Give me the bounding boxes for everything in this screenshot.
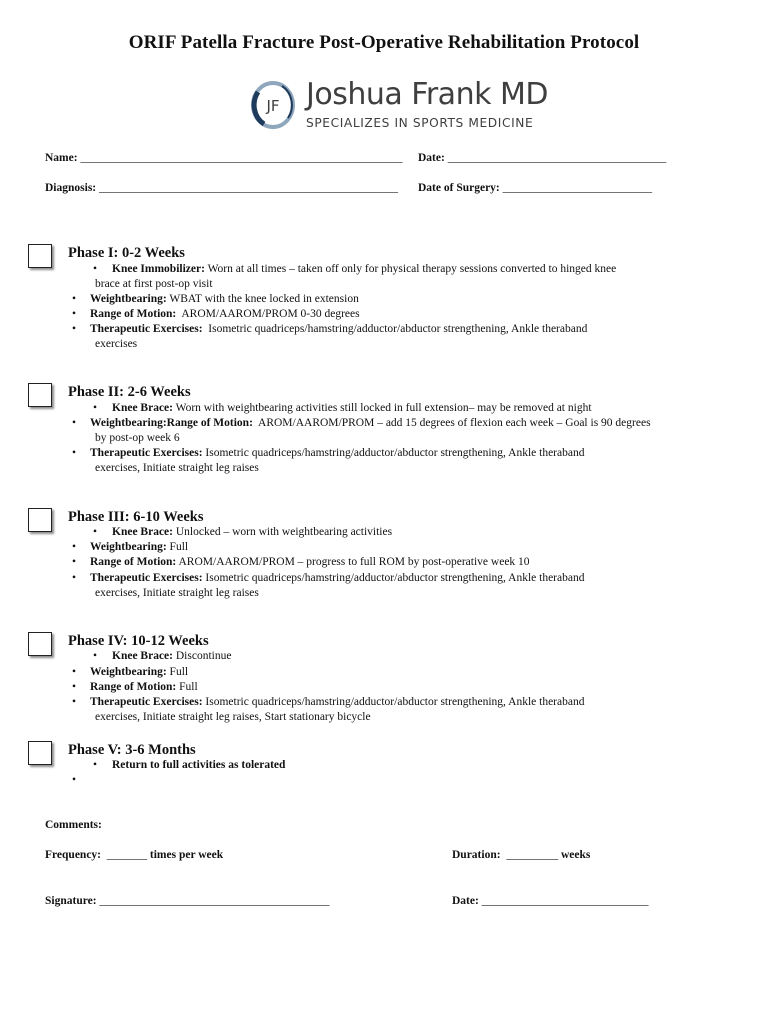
phase-item xyxy=(90,416,651,431)
phase-title: Phase I: 0-2 Weeks xyxy=(68,245,185,261)
phase-item xyxy=(90,322,587,337)
diagnosis-label: Diagnosis: xyxy=(45,182,97,194)
phase-item xyxy=(90,680,198,695)
bullet-icon: • xyxy=(72,447,77,459)
bullet-icon: • xyxy=(72,681,77,693)
phase-item-continuation: brace at first post-op visit xyxy=(95,278,213,290)
phase-item-continuation: exercises, Initiate straight leg raises, Start stationary bicycle xyxy=(95,711,371,723)
logo-tagline: SPECIALIZES IN SPORTS MEDICINE xyxy=(306,116,534,130)
duration-unit: weeks xyxy=(560,849,591,861)
phase-item-text: AROM/AAROM/PROM – progress to full ROM by post-operative week 10 xyxy=(176,556,530,568)
phase-checkbox[interactable] xyxy=(28,508,52,532)
name-line: ________________________________________________________ xyxy=(80,152,403,164)
phase-checkbox[interactable] xyxy=(28,741,52,765)
bullet-icon: • xyxy=(72,774,77,786)
frequency-line: _______ xyxy=(106,849,148,861)
bullet-icon: • xyxy=(93,402,98,414)
phase-item-label: Weightbearing: xyxy=(90,541,167,553)
bullet-icon: • xyxy=(72,308,77,320)
name-field[interactable] xyxy=(45,152,402,164)
phase-item xyxy=(90,292,359,307)
signature-line: ________________________________________ xyxy=(99,895,330,907)
bullet-icon: • xyxy=(93,650,98,662)
practice-logo xyxy=(250,77,560,135)
phase-item-label: Therapeutic Exercises: xyxy=(90,696,203,708)
svg-text:JF: JF xyxy=(266,97,280,115)
phase-item-label: Knee Brace: xyxy=(112,526,173,538)
phase-item xyxy=(90,446,584,461)
phase-item xyxy=(112,262,616,277)
document-title: ORIF Patella Fracture Post-Operative Rehabilitation Protocol xyxy=(128,32,640,53)
phase-title: Phase IV: 10-12 Weeks xyxy=(68,633,209,649)
phase-item xyxy=(90,571,584,586)
phase-item-label: Range of Motion: xyxy=(90,681,177,693)
jf-monogram-icon xyxy=(250,80,296,130)
phase-item-label: Weightbearing: xyxy=(90,666,167,678)
bullet-icon: • xyxy=(72,572,77,584)
phase-item-continuation: by post-op week 6 xyxy=(95,432,180,444)
phase-item-label: Range of Motion: xyxy=(90,308,177,320)
diagnosis-line: ____________________________________________________ xyxy=(99,182,398,194)
surgery-date-field[interactable] xyxy=(418,182,652,194)
phase-item-label: Therapeutic Exercises: xyxy=(90,572,203,584)
phase-item-text: Isometric quadriceps/hamstring/adductor/abductor strengthening, Ankle theraband xyxy=(202,447,585,459)
phase-item xyxy=(90,307,360,322)
phase-title: Phase II: 2-6 Weeks xyxy=(68,384,191,400)
bullet-icon: • xyxy=(72,323,77,335)
date-field[interactable] xyxy=(418,152,666,164)
phase-item-label: Return to full activities as tolerated xyxy=(112,759,286,771)
phase-item xyxy=(112,758,285,773)
phase-checkbox[interactable] xyxy=(28,632,52,656)
bullet-icon: • xyxy=(93,263,98,275)
frequency-label: Frequency: xyxy=(45,849,102,861)
phase-item-text: AROM/AAROM/PROM – add 15 degrees of flexion each week – Goal is 90 degrees xyxy=(252,417,651,429)
phase-item xyxy=(90,665,188,680)
phase-title: Phase III: 6-10 Weeks xyxy=(68,509,204,525)
phase-item xyxy=(112,401,592,416)
duration-field[interactable] xyxy=(452,849,590,861)
phase-item-continuation: exercises, Initiate straight leg raises xyxy=(95,462,259,474)
signature-label: Signature: xyxy=(45,895,97,907)
logo-name: Joshua Frank MD xyxy=(306,77,548,112)
footer-date-line: _____________________________ xyxy=(481,895,649,907)
duration-line: _________ xyxy=(506,849,559,861)
phase-item-continuation: exercises xyxy=(95,338,138,350)
phase-item-text: Full xyxy=(176,681,198,693)
signature-field[interactable] xyxy=(45,895,329,907)
phase-item-text: Worn with weightbearing activities still locked in full extension– may be removed at night xyxy=(173,402,592,414)
bullet-icon: • xyxy=(93,526,98,538)
phase-item-label: Weightbearing: xyxy=(90,293,167,305)
phase-item-text: AROM/AAROM/PROM 0-30 degrees xyxy=(176,308,360,320)
surgery-date-line: __________________________ xyxy=(502,182,653,194)
bullet-icon: • xyxy=(72,556,77,568)
phase-item-text: Unlocked – worn with weightbearing activities xyxy=(173,526,393,538)
phase-item-text: Isometric quadriceps/hamstring/adductor/abductor strengthening, Ankle theraband xyxy=(202,323,588,335)
phase-item-label: Knee Immobilizer: xyxy=(112,263,205,275)
bullet-icon: • xyxy=(72,541,77,553)
date-label: Date: xyxy=(418,152,445,164)
comments-label: Comments: xyxy=(45,819,102,831)
footer-date-field[interactable] xyxy=(452,895,648,907)
surgery-date-label: Date of Surgery: xyxy=(418,182,500,194)
phase-item-label: Therapeutic Exercises: xyxy=(90,447,203,459)
frequency-field[interactable] xyxy=(45,849,223,861)
date-line: ______________________________________ xyxy=(447,152,667,164)
phase-item-label: Knee Brace: xyxy=(112,650,173,662)
bullet-icon: • xyxy=(72,293,77,305)
phase-item xyxy=(90,695,584,710)
phase-item-text: Discontinue xyxy=(173,650,232,662)
phase-item-text: Full xyxy=(166,666,189,678)
phase-item-label: Weightbearing:Range of Motion: xyxy=(90,417,253,429)
frequency-unit: times per week xyxy=(149,849,224,861)
phase-checkbox[interactable] xyxy=(28,383,52,407)
phase-item-text: Isometric quadriceps/hamstring/adductor/abductor strengthening, Ankle theraband xyxy=(202,572,585,584)
phase-checkbox[interactable] xyxy=(28,244,52,268)
phase-item-label: Knee Brace: xyxy=(112,402,173,414)
diagnosis-field[interactable] xyxy=(45,182,398,194)
bullet-icon: • xyxy=(72,417,77,429)
phase-title: Phase V: 3-6 Months xyxy=(68,742,196,758)
phase-item-label: Therapeutic Exercises: xyxy=(90,323,203,335)
bullet-icon: • xyxy=(93,759,98,771)
phase-item-label: Range of Motion: xyxy=(90,556,177,568)
phase-item xyxy=(90,540,188,555)
bullet-icon: • xyxy=(72,666,77,678)
phase-item xyxy=(112,525,392,540)
duration-label: Duration: xyxy=(452,849,501,861)
phase-item-text: Worn at all times – taken off only for physical therapy sessions converted to hinged knee xyxy=(204,263,617,275)
phase-item xyxy=(112,649,231,664)
footer-date-label: Date: xyxy=(452,895,479,907)
phase-item-text: Isometric quadriceps/hamstring/adductor/abductor strengthening, Ankle theraband xyxy=(202,696,585,708)
phase-item-continuation: exercises, Initiate straight leg raises xyxy=(95,587,259,599)
name-label: Name: xyxy=(45,152,78,164)
bullet-icon: • xyxy=(72,696,77,708)
phase-item-text: Full xyxy=(166,541,189,553)
phase-item-text: WBAT with the knee locked in extension xyxy=(166,293,359,305)
phase-item xyxy=(90,555,530,570)
